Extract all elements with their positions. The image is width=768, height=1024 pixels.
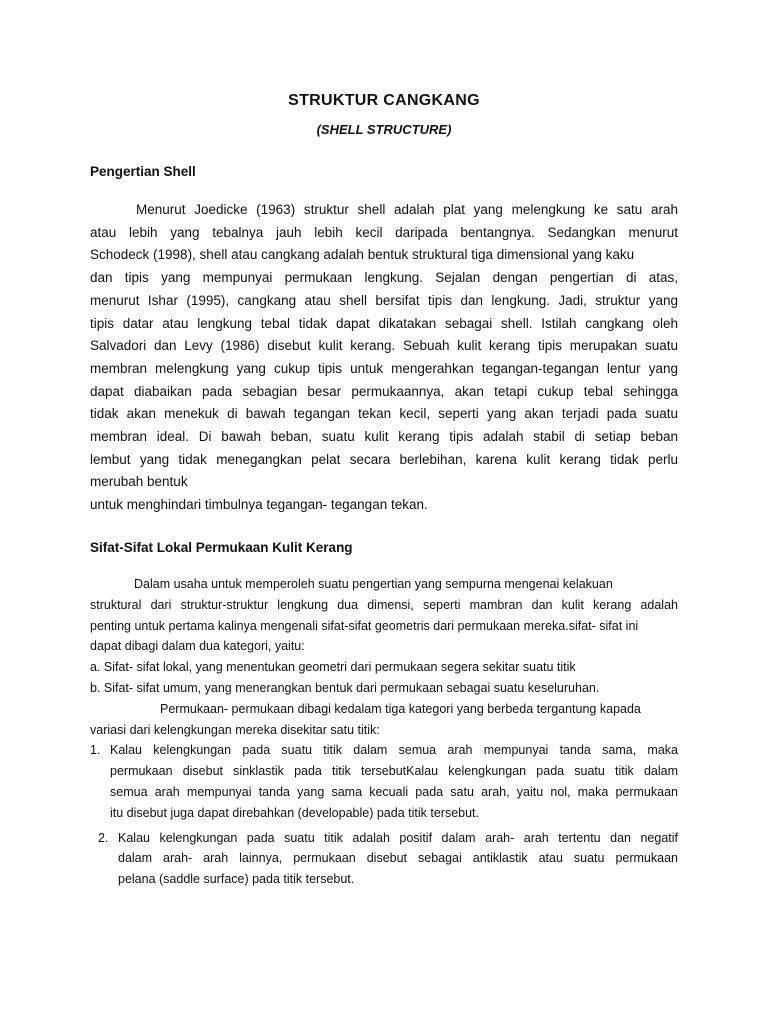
text-line: pelana (saddle surface) pada titik tersebut. <box>118 872 355 887</box>
text-line: Schodeck (1998), shell atau cangkang adalah bentuk struktural tiga dimensional yang kaku <box>90 247 635 263</box>
numbered-item-2 <box>90 828 678 890</box>
paragraph-pengertian-shell <box>90 199 678 517</box>
section-sifat-lokal-body <box>90 574 678 890</box>
text-line: lembut yang tidak menegangkan pelat secara berlebihan, karena kulit kerang tidak perlu <box>90 451 678 467</box>
section-heading-pengertian-shell: Pengertian Shell <box>90 164 196 179</box>
list-number: 1. <box>90 743 101 758</box>
list-item-b: b. Sifat- sifat umum, yang menerangkan bentuk dari permukaan sebagai suatu keseluruhan. <box>90 680 600 695</box>
text-line: variasi dari kelengkungan mereka disekitar satu titik: <box>90 722 380 737</box>
text-line: membran melengkung yang cukup tipis untuk mengerahkan tegangan-tegangan lentur yang <box>90 360 678 376</box>
text-line: membran ideal. Di bawah beban, suatu kulit kerang tipis adalah stabil di setiap beban <box>90 429 678 445</box>
text-line: dapat dibagi dalam dua kategori, yaitu: <box>90 639 305 654</box>
numbered-item-1 <box>90 740 678 823</box>
text-line: dan tipis yang mempunyai permukaan lengkung. Sejalan dengan pengertian di atas, <box>90 270 678 286</box>
text-line: Dalam usaha untuk memperoleh suatu pengertian yang sempurna mengenai kelakuan <box>134 577 613 591</box>
text-line: dalam arah- arah lainnya, permukaan disebut sebagai antiklastik atau suatu permukaan <box>118 851 678 866</box>
text-line: Permukaan- permukaan dibagi kedalam tiga kategori yang berbeda tergantung kapada <box>160 701 641 716</box>
text-line: Kalau kelengkungan pada suatu titik dalam semua arah mempunyai tanda sama, maka <box>110 743 678 758</box>
list-item-a: a. Sifat- sifat lokal, yang menentukan geometri dari permukaan segera sekitar suatu titik <box>90 660 576 675</box>
text-line: dapat diabaikan pada sebagian besar permukaannya, akan tetapi cukup tebal sehingga <box>90 383 678 399</box>
text-line: Kalau kelengkungan pada suatu titik adalah positif dalam arah- arah tertentu dan negatif <box>118 830 678 845</box>
text-line: merubah bentuk <box>90 474 188 490</box>
text-line: untuk menghindari timbulnya tegangan- tegangan tekan. <box>90 497 428 513</box>
text-line: Salvadori dan Levy (1986) disebut kulit kerang. Sebuah kulit kerang tipis merupakan suatu <box>90 338 678 354</box>
text-line: atau lebih yang tebalnya jauh lebih kecil daripada bentangnya. Sedangkan menurut <box>90 224 678 240</box>
section-heading-sifat-lokal: Sifat-Sifat Lokal Permukaan Kulit Kerang <box>90 540 353 555</box>
list-number: 2. <box>98 830 109 845</box>
text-line: semua arah mempunyai tanda yang sama kecuali pada satu arah, yaitu nol, maka permukaan <box>110 784 678 799</box>
text-line: tipis datar atau lengkung tebal tidak dapat dikatakan sebagai shell. Istilah cangkang oleh <box>90 315 678 331</box>
text-line: struktural dari struktur-struktur lengkung dua dimensi, seperti mambran dan kulit kerang adalah <box>90 597 678 612</box>
document-subtitle: (SHELL STRUCTURE) <box>316 122 452 137</box>
text-line: Menurut Joedicke (1963) struktur shell adalah plat yang melengkung ke satu arah <box>136 202 678 217</box>
text-line: permukaan disebut sinklastik pada titik tersebutKalau kelengkungan pada suatu titik dalam <box>110 764 678 779</box>
text-line: menurut Ishar (1995), cangkang atau shell bersifat tipis dan lengkung. Jadi, struktur yang <box>90 292 678 308</box>
document-title: STRUKTUR CANGKANG <box>288 92 480 109</box>
text-line: tidak akan menekuk di bawah tegangan tekan kecil, seperti yang akan terjadi pada suatu <box>90 406 678 422</box>
text-line: itu disebut juga dapat direbahkan (developable) pada titik tersebut. <box>110 805 480 820</box>
text-line: penting untuk pertama kalinya mengenali sifat-sifat geometris dari permukaan mereka.sifat- sifat ini <box>90 618 639 633</box>
